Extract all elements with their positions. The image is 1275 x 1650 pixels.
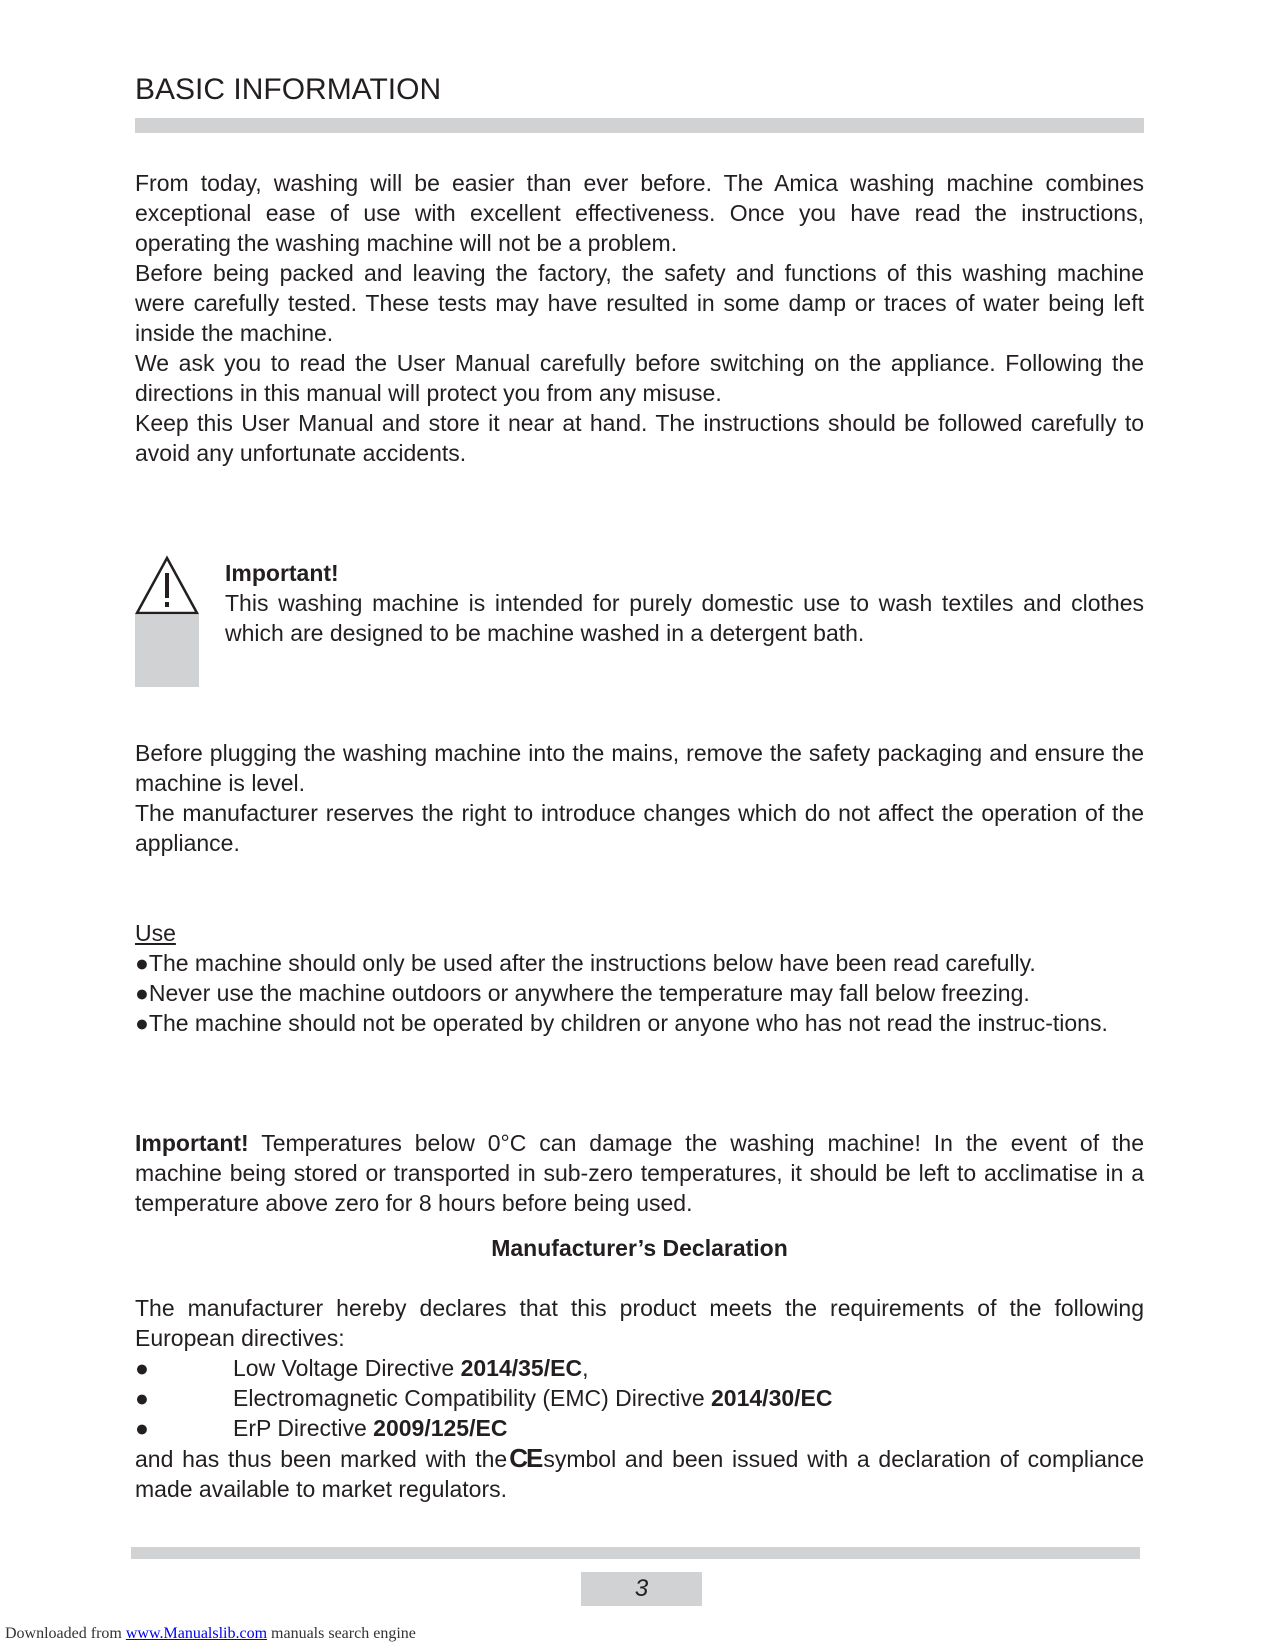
bullet: ● <box>135 980 149 1006</box>
directive-code: 2009/125/EC <box>373 1415 508 1441</box>
temperature-warning-label: Important! <box>135 1130 249 1156</box>
use-item: ●Never use the machine outdoors or anywhere the temperature may fall below freezing. <box>135 980 1030 1006</box>
page-number: 3 <box>581 1572 702 1606</box>
important-notice <box>225 558 1144 648</box>
bullet: ● <box>135 950 149 976</box>
ce-mark-icon: CE <box>509 1443 542 1473</box>
footer-divider <box>131 1547 1140 1559</box>
directive-item: ● Low Voltage Directive 2014/35/EC, <box>135 1355 589 1381</box>
declaration-intro: The manufacturer hereby declares that this product meets the requirements of the following European directives: <box>135 1295 1144 1351</box>
warning-sidebar <box>135 555 199 687</box>
temperature-warning-text: Temperatures below 0°C can damage the washing machine! In the event of the machine being stored or transported in sub-zero temperatures, it should be left to acclimatise in a temperature above zero for 8 hours before being used. <box>135 1130 1144 1216</box>
important-notice-text: This washing machine is intended for purely domestic use to wash textiles and clothes which are designed to be machine washed in a detergent bath. <box>225 590 1144 646</box>
declaration-title: Manufacturer’s Declaration <box>491 1235 788 1261</box>
bullet: ● <box>135 1010 149 1036</box>
intro-paragraph-2: Before being packed and leaving the factory, the safety and functions of this washing machine were carefully tested. These tests may have resulted in some damp or traces of water being left inside the machine. <box>135 260 1144 346</box>
intro-paragraph-1: From today, washing will be easier than ever before. The Amica washing machine combines exceptional ease of use with excellent effectiveness. Once you have read the instructions, operating the washing machine will not be a problem. <box>135 170 1144 256</box>
bullet: ● <box>135 1385 149 1411</box>
manualslib-link[interactable]: www.Manualslib.com <box>125 1625 268 1642</box>
download-footer: Downloaded from www.Manualslib.com manuals search engine <box>5 1625 416 1642</box>
installation-paragraph-1: Before plugging the washing machine into the mains, remove the safety packaging and ensure the machine is level. <box>135 740 1144 796</box>
header-divider <box>135 118 1144 133</box>
warning-triangle-icon <box>135 555 199 615</box>
intro-paragraph-3: We ask you to read the User Manual carefully before switching on the appliance. Following the directions in this manual will protect you from any misuse. <box>135 350 1144 406</box>
important-notice-title: Important! <box>225 560 339 586</box>
bullet: ● <box>135 1355 149 1381</box>
declaration-section <box>135 1293 1144 1504</box>
page-title: BASIC INFORMATION <box>135 73 442 106</box>
use-item: ●The machine should not be operated by children or anyone who has not read the instruc-tions. <box>135 1010 1108 1036</box>
use-item: ●The machine should only be used after the instructions below have been read carefully. <box>135 950 1036 976</box>
use-section <box>135 918 1144 1038</box>
declaration-closing: and has thus been marked with theCEsymbol and been issued with a declaration of compliance made available to market regulators. <box>135 1443 1144 1502</box>
intro-paragraph-4: Keep this User Manual and store it near at hand. The instructions should be followed carefully to avoid any unfortunate accidents. <box>135 410 1144 466</box>
directive-code: 2014/35/EC <box>460 1355 583 1381</box>
warning-gray-block <box>135 615 199 687</box>
directive-item: ● ErP Directive 2009/125/EC <box>135 1415 508 1441</box>
directive-item: ● Electromagnetic Compatibility (EMC) Directive 2014/30/EC <box>135 1385 833 1411</box>
use-title: Use <box>135 920 176 946</box>
installation-paragraph-2: The manufacturer reserves the right to introduce changes which do not affect the operation of the appliance. <box>135 800 1144 856</box>
temperature-warning <box>135 1128 1144 1218</box>
directive-code: 2014/30/EC <box>711 1385 833 1411</box>
intro-section <box>135 168 1144 468</box>
bullet: ● <box>135 1415 149 1441</box>
installation-section <box>135 738 1144 858</box>
